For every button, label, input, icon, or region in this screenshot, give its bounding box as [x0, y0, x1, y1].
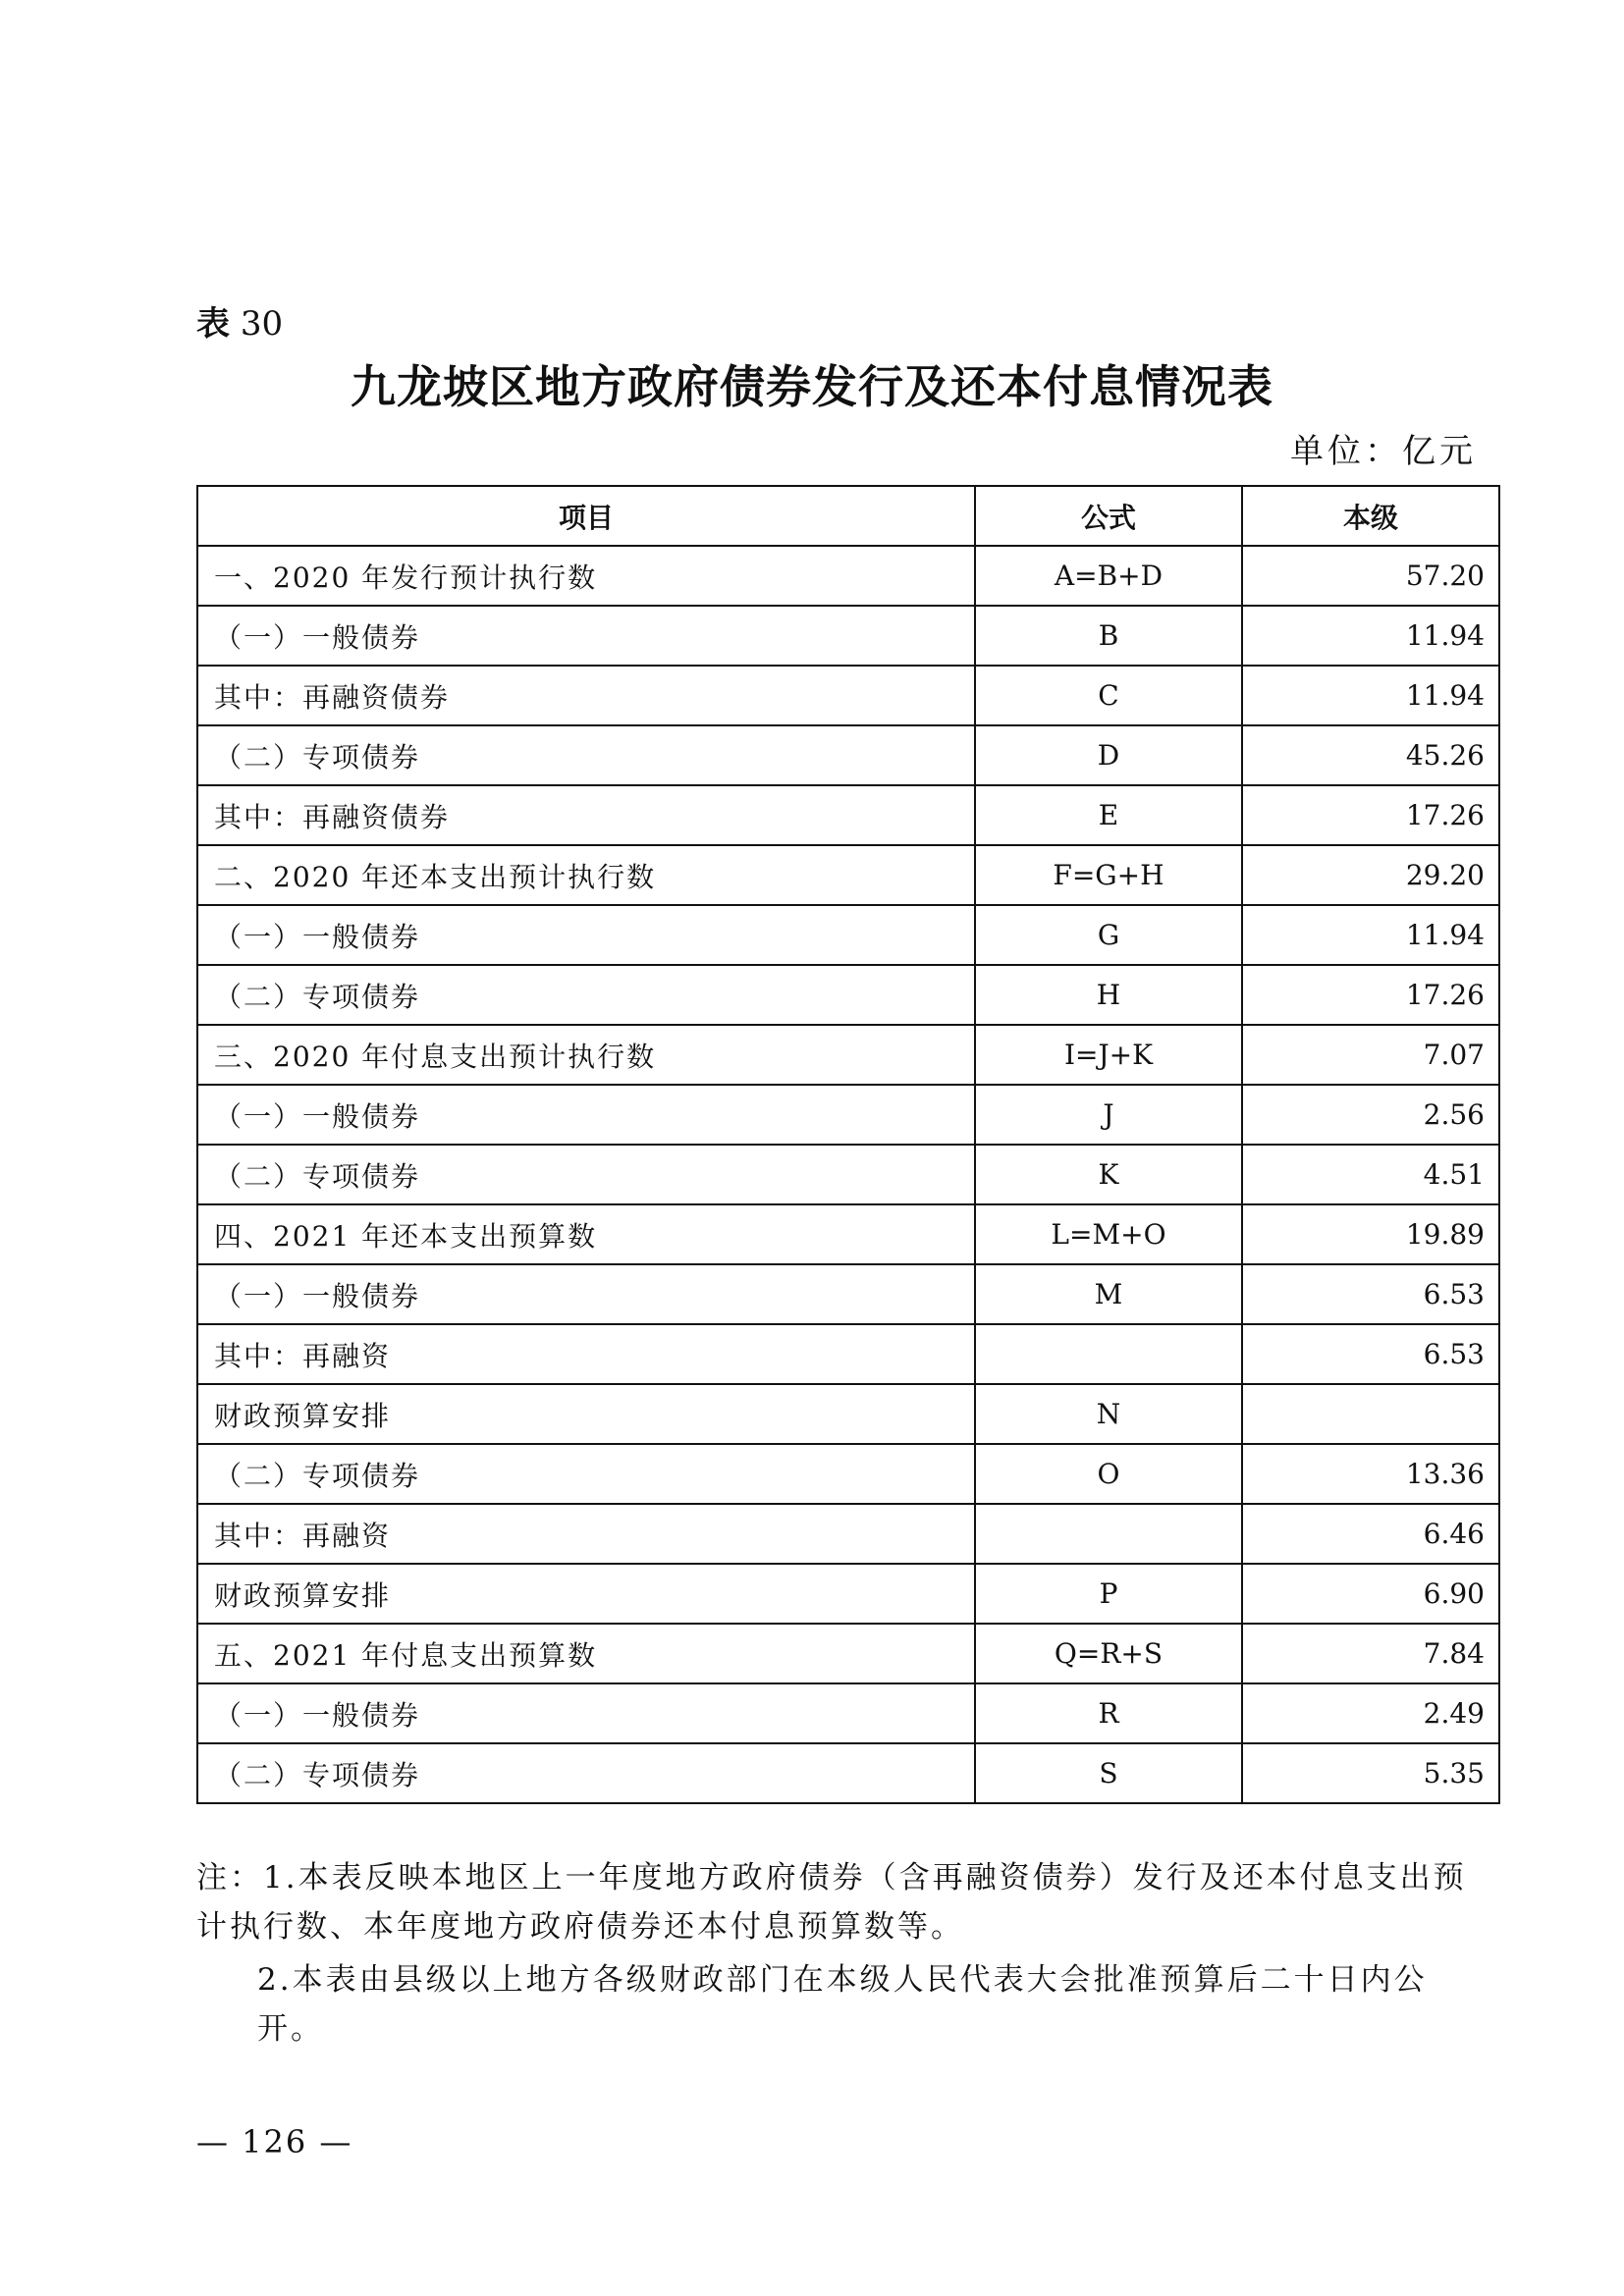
row-value-cell: 17.26: [1242, 785, 1499, 845]
table-row: [197, 1624, 1499, 1683]
row-value-cell: 57.20: [1242, 546, 1499, 606]
row-item-cell: 其中：再融资: [197, 1324, 975, 1384]
row-formula-cell: S: [975, 1743, 1242, 1803]
row-value-cell: 6.53: [1242, 1324, 1499, 1384]
row-formula-cell: I=J+K: [975, 1025, 1242, 1085]
header-formula: 公式: [975, 486, 1242, 546]
row-value-cell: 7.07: [1242, 1025, 1499, 1085]
table-row: [197, 1743, 1499, 1803]
table-row: [197, 725, 1499, 785]
table-row: [197, 1504, 1499, 1564]
table-row: [197, 666, 1499, 725]
row-formula-cell: L=M+O: [975, 1204, 1242, 1264]
table-row: [197, 845, 1499, 905]
table-row: [197, 785, 1499, 845]
row-formula-cell: H: [975, 965, 1242, 1025]
table-label-prefix: 表: [196, 304, 230, 344]
header-value: 本级: [1242, 486, 1499, 546]
row-value-cell: 17.26: [1242, 965, 1499, 1025]
row-value-cell: 2.56: [1242, 1085, 1499, 1145]
row-formula-cell: K: [975, 1145, 1242, 1204]
row-formula-cell: M: [975, 1264, 1242, 1324]
table-row: [197, 905, 1499, 965]
row-item-cell: 五、2021 年付息支出预算数: [197, 1624, 975, 1683]
row-value-cell: 7.84: [1242, 1624, 1499, 1683]
row-item-cell: 三、2020 年付息支出预计执行数: [197, 1025, 975, 1085]
row-item-cell: （二）专项债券: [197, 965, 975, 1025]
table-row: [197, 546, 1499, 606]
notes: [196, 1853, 1473, 2057]
row-value-cell: 6.90: [1242, 1564, 1499, 1624]
row-formula-cell: C: [975, 666, 1242, 725]
row-value-cell: 29.20: [1242, 845, 1499, 905]
row-item-cell: （二）专项债券: [197, 725, 975, 785]
table-row: [197, 1085, 1499, 1145]
row-formula-cell: N: [975, 1384, 1242, 1444]
note-1: 注：1.本表反映本地区上一年度地方政府债券（含再融资债券）发行及还本付息支出预计执行数、本年度地方政府债券还本付息预算数等。: [196, 1860, 1467, 1945]
row-formula-cell: F=G+H: [975, 845, 1242, 905]
row-formula-cell: E: [975, 785, 1242, 845]
row-formula-cell: Q=R+S: [975, 1624, 1242, 1683]
row-value-cell: 11.94: [1242, 606, 1499, 666]
row-formula-cell: A=B+D: [975, 546, 1242, 606]
table-label: [196, 302, 283, 346]
row-item-cell: （一）一般债券: [197, 1683, 975, 1743]
row-item-cell: （一）一般债券: [197, 905, 975, 965]
row-formula-cell: P: [975, 1564, 1242, 1624]
table-row: [197, 1683, 1499, 1743]
row-value-cell: 19.89: [1242, 1204, 1499, 1264]
row-formula-cell: [975, 1504, 1242, 1564]
document-title: 九龙坡区地方政府债券发行及还本付息情况表: [351, 360, 1273, 413]
row-formula-cell: J: [975, 1085, 1242, 1145]
table-header-row: [197, 486, 1499, 546]
table-row: [197, 965, 1499, 1025]
row-value-cell: 4.51: [1242, 1145, 1499, 1204]
row-item-cell: 其中：再融资债券: [197, 785, 975, 845]
table-row: [197, 1564, 1499, 1624]
row-value-cell: 11.94: [1242, 905, 1499, 965]
table-row: [197, 1444, 1499, 1504]
row-item-cell: 二、2020 年还本支出预计执行数: [197, 845, 975, 905]
header-item: 项目: [197, 486, 975, 546]
row-value-cell: 13.36: [1242, 1444, 1499, 1504]
table-row: [197, 1204, 1499, 1264]
row-formula-cell: R: [975, 1683, 1242, 1743]
row-item-cell: （一）一般债券: [197, 606, 975, 666]
row-value-cell: [1242, 1384, 1499, 1444]
table-row: [197, 1264, 1499, 1324]
note-2: 2.本表由县级以上地方各级财政部门在本级人民代表大会批准预算后二十日内公开。: [257, 1962, 1428, 2047]
table-label-number: 30: [240, 304, 284, 344]
row-value-cell: 5.35: [1242, 1743, 1499, 1803]
row-item-cell: （二）专项债券: [197, 1743, 975, 1803]
row-item-cell: 财政预算安排: [197, 1564, 975, 1624]
row-item-cell: （一）一般债券: [197, 1264, 975, 1324]
row-item-cell: 其中：再融资: [197, 1504, 975, 1564]
table-row: [197, 1145, 1499, 1204]
table-row: [197, 606, 1499, 666]
row-value-cell: 2.49: [1242, 1683, 1499, 1743]
table-row: [197, 1384, 1499, 1444]
row-formula-cell: [975, 1324, 1242, 1384]
row-item-cell: （二）专项债券: [197, 1444, 975, 1504]
row-item-cell: 四、2021 年还本支出预算数: [197, 1204, 975, 1264]
row-item-cell: 财政预算安排: [197, 1384, 975, 1444]
bond-table: [196, 485, 1500, 1804]
table-row: [197, 1324, 1499, 1384]
row-item-cell: 一、2020 年发行预计执行数: [197, 546, 975, 606]
row-value-cell: 6.46: [1242, 1504, 1499, 1564]
row-value-cell: 11.94: [1242, 666, 1499, 725]
row-value-cell: 6.53: [1242, 1264, 1499, 1324]
row-item-cell: （二）专项债券: [197, 1145, 975, 1204]
table-body: [197, 546, 1499, 1803]
row-formula-cell: O: [975, 1444, 1242, 1504]
row-formula-cell: B: [975, 606, 1242, 666]
table-row: [197, 1025, 1499, 1085]
row-item-cell: （一）一般债券: [197, 1085, 975, 1145]
unit-note: 单位：亿元: [1290, 432, 1477, 471]
row-item-cell: 其中：再融资债券: [197, 666, 975, 725]
row-formula-cell: D: [975, 725, 1242, 785]
row-value-cell: 45.26: [1242, 725, 1499, 785]
page-number: — 126 —: [196, 2123, 353, 2161]
row-formula-cell: G: [975, 905, 1242, 965]
